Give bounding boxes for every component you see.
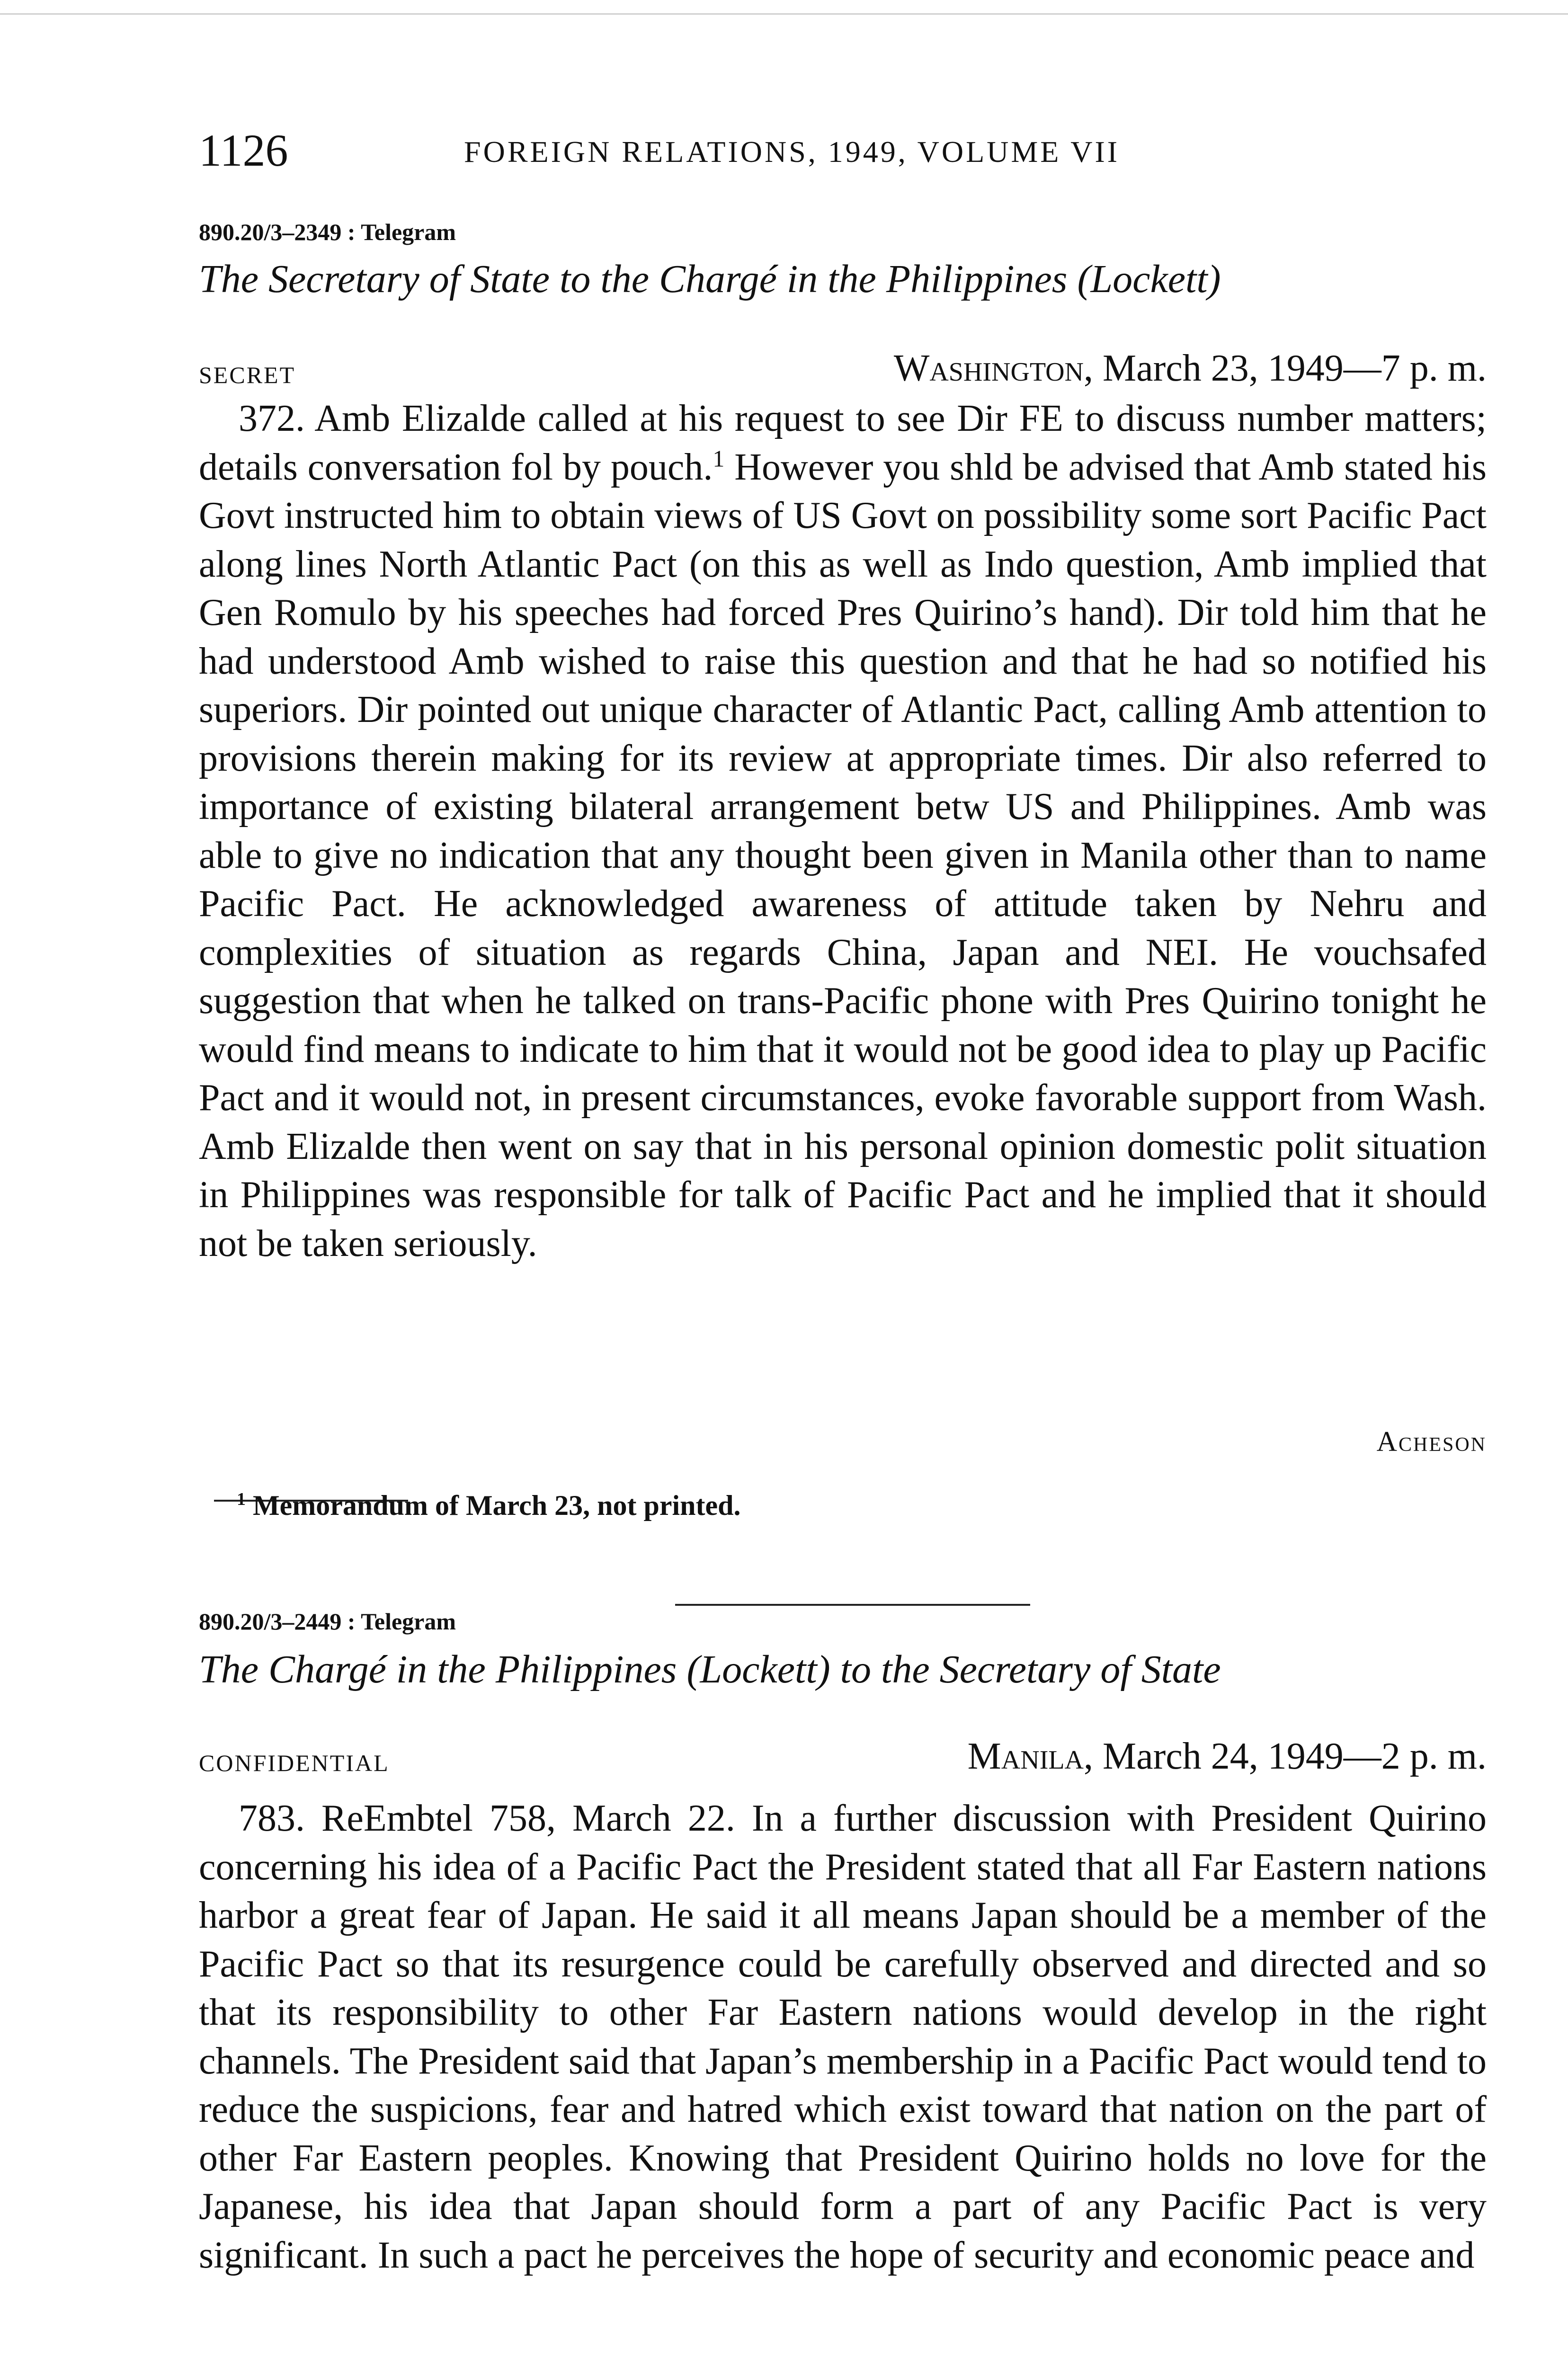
document-2-place: Manila [967, 1735, 1084, 1777]
document-1-title: The Secretary of State to the Chargé in the Philippines (Lockett) [199, 257, 1221, 301]
document-separator-rule [675, 1604, 1030, 1606]
footnote-1-mark: 1 [237, 1489, 246, 1509]
document-1-date: , March 23, 1949—7 p. m. [1083, 347, 1487, 389]
footnote-1-text: Memorandum of March 23, not printed. [246, 1490, 741, 1521]
document-1-body [199, 394, 1487, 1268]
document-1-body-part2: However you shld be advised that Amb stated his Govt instructed him to obtain views of US Govt on possibility some sort Pacific Pact along lines North Atlantic Pact (on this as well as Indo question, Amb implied that Gen Romulo by his speeches had forced Pres Quirino’s hand). Dir told him that he had understood Amb wished to raise this question and that he had so notified his superiors. Dir pointed out unique character of Atlantic Pact, calling Amb attention to provisions therein making for its review at appropriate times. Dir also referred to importance of existing bilateral arrangement betw US and Philippines. Amb was able to give no indication that any thought been given in Manila other than to name Pacific Pact. He acknowledged awareness of attitude taken by Nehru and complexities of situation as regards China, Japan and NEI. He vouchsafed suggestion that when he talked on trans-Pacific phone with Pres Quirino tonight he would find means to indicate to him that it would not be good idea to play up Pacific Pact and it would not, in present circumstances, evoke favorable support from Wash. Amb Elizalde then went on say that in his personal opinion domestic polit situation in Philippines was responsible for talk of Pacific Pact and he implied that it should not be taken seriously. [199, 446, 1487, 1264]
footnote-reference-1: 1 [713, 445, 725, 472]
page-top-edge [0, 13, 1568, 15]
running-head-title: FOREIGN RELATIONS, 1949, VOLUME VII [464, 135, 1120, 169]
document-1-header-line [199, 342, 1487, 394]
document-1-classification: SECRET [199, 362, 296, 388]
document-2-classification: CONFIDENTIAL [199, 1750, 390, 1776]
running-head [199, 122, 1477, 179]
document-1-place-date [894, 342, 1487, 394]
document-1-body-part1: 372. Amb Elizalde called at his request to see Dir FE to discuss number matters; details conversation fol by pouch. [199, 398, 1487, 488]
document-2-title: The Chargé in the Philippines (Lockett) to the Secretary of State [199, 1647, 1221, 1691]
document-1-reference: 890.20/3–2349 : Telegram [199, 219, 456, 245]
document-2-date: , March 24, 1949—2 p. m. [1083, 1735, 1487, 1777]
document-2-header-line [199, 1730, 1487, 1782]
document-2-place-date [968, 1730, 1487, 1782]
document-1-signature: Acheson [1376, 1426, 1487, 1457]
footnote-1 [237, 1486, 741, 1524]
document-2-reference: 890.20/3–2449 : Telegram [199, 1608, 456, 1635]
page-number: 1126 [199, 125, 288, 176]
document-1-place: Washington [893, 347, 1084, 389]
document-2-body: 783. ReEmbtel 758, March 22. In a further discussion with President Quirino concerning his idea of a Pacific Pact the President stated that all Far Eastern nations harbor a great fear of Japan. He said it all means Japan should be a member of the Pacific Pact so that its resurgence could be carefully observed and directed and so that its responsibility to other Far Eastern nations would develop in the right channels. The President said that Japan’s membership in a Pacific Pact would tend to reduce the suspicions, fear and hatred which exist toward that nation on the part of other Far Eastern peoples. Knowing that President Quirino holds no love for the Japanese, his idea that Japan should form a part of any Pacific Pact is very significant. In such a pact he perceives the hope of security and economic peace and [199, 1797, 1487, 2276]
